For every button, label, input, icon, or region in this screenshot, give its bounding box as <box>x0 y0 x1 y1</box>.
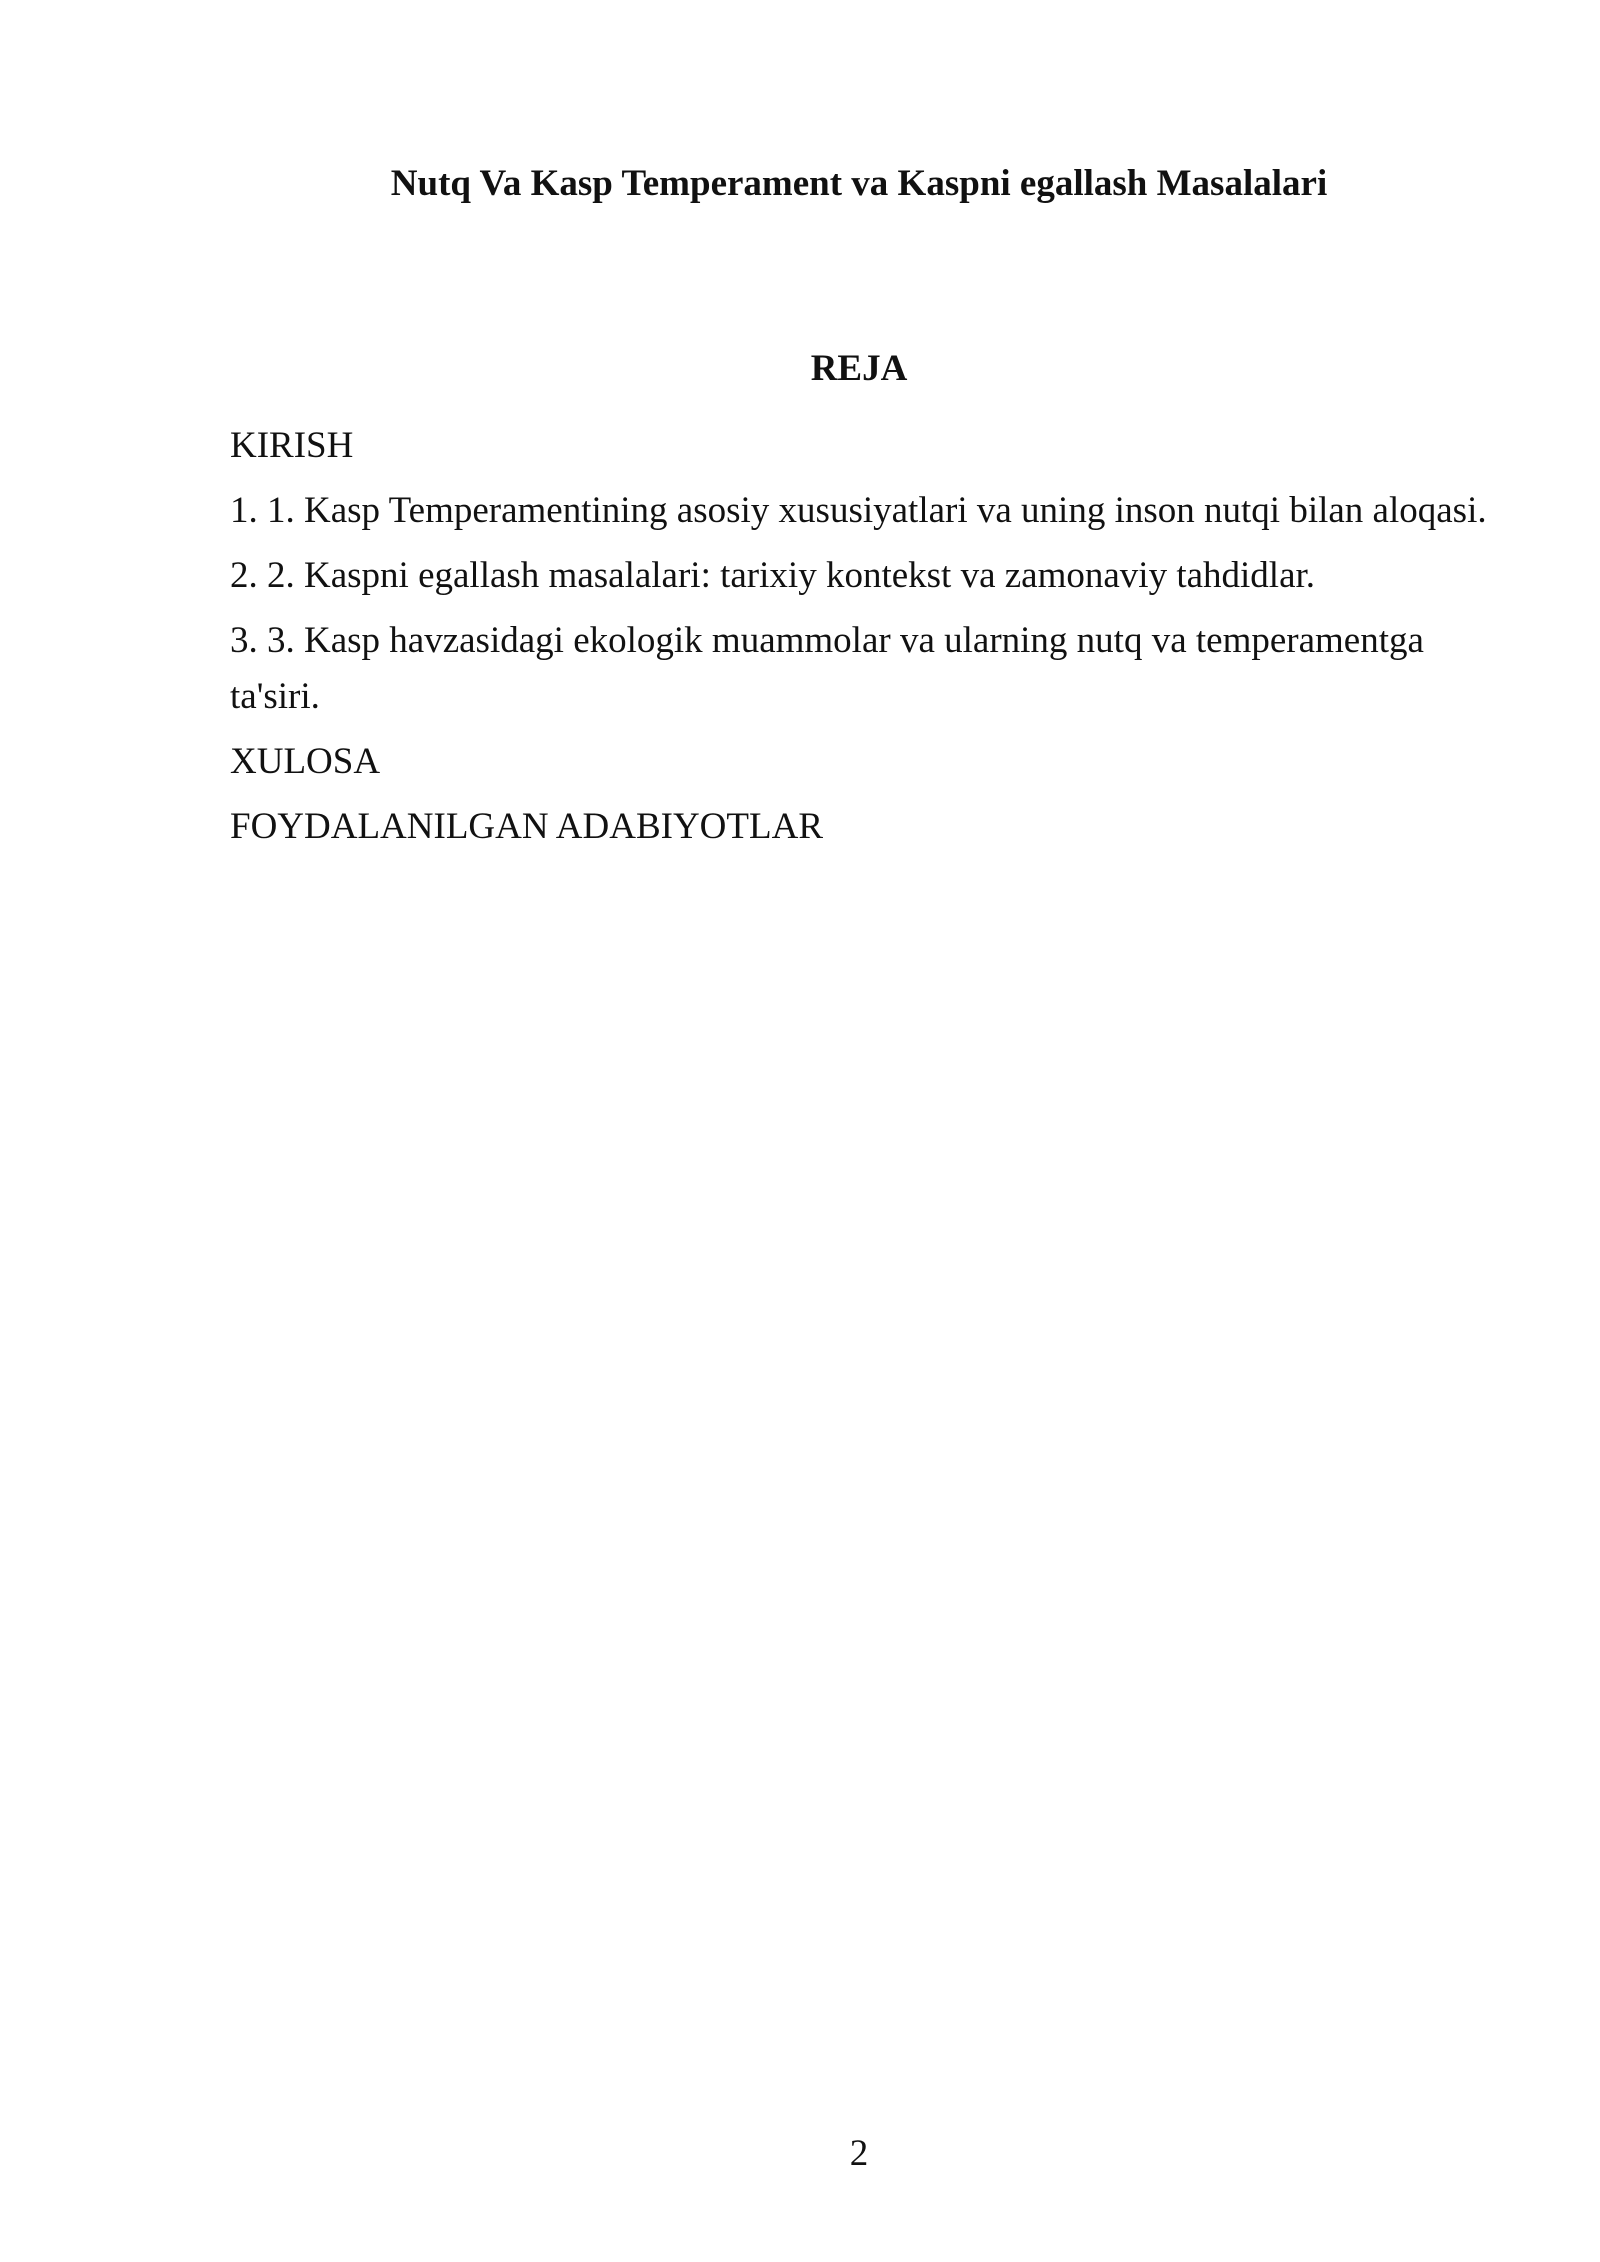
toc-item-section-3: 3. 3. Kasp havzasidagi ekologik muammolar va ularning nutq va temperamentga ta'siri. <box>230 620 1424 717</box>
document-title: Nutq Va Kasp Temperament va Kaspni egallash Masalalari <box>390 163 1328 204</box>
toc-item-section-2: 2. 2. Kaspni egallash masalalari: tarixiy kontekst va zamonaviy tahdidlar. <box>230 555 1316 596</box>
toc-item-introduction: KIRISH <box>230 425 354 466</box>
page-number: 2 <box>849 2133 869 2174</box>
plan-heading: REJA <box>810 348 908 389</box>
toc-item-conclusion: XULOSA <box>230 741 381 782</box>
table-of-contents <box>230 418 1488 864</box>
toc-item-section-1: 1. 1. Kasp Temperamentining asosiy xususiyatlari va uning inson nutqi bilan aloqasi. <box>230 490 1487 531</box>
toc-item-references: FOYDALANILGAN ADABIYOTLAR <box>230 806 823 847</box>
